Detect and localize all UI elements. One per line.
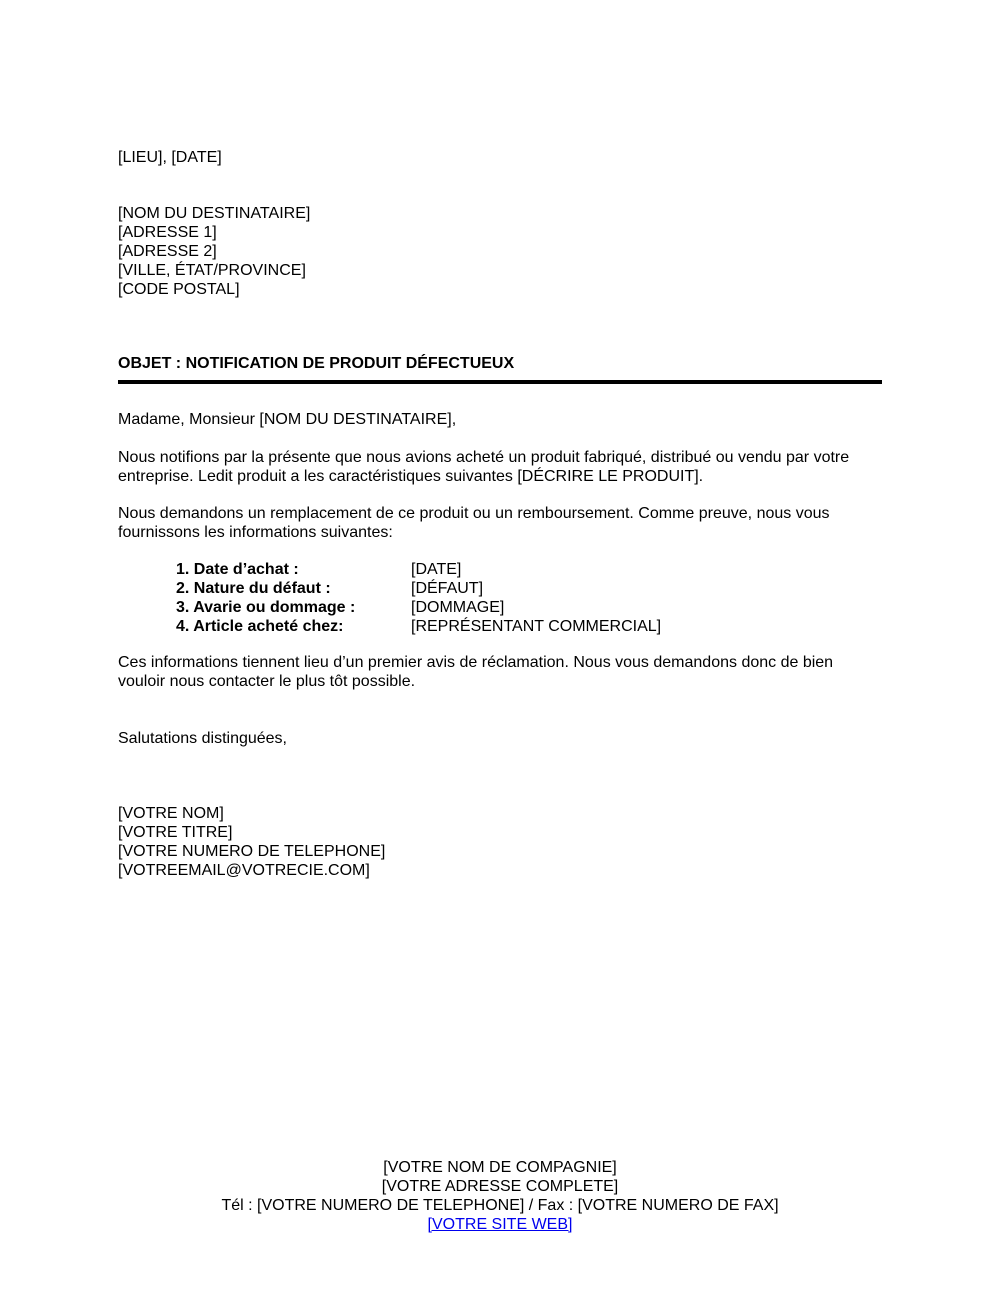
sender-name: [VOTRE NOM] xyxy=(118,805,224,822)
footer-contact: Tél : [VOTRE NUMERO DE TELEPHONE] / Fax : [VOTRE NUMERO DE FAX] xyxy=(221,1197,779,1214)
recipient-address-block xyxy=(118,204,310,299)
footer-address: [VOTRE ADRESSE COMPLETE] xyxy=(381,1178,619,1195)
closing: Salutations distinguées, xyxy=(118,730,287,747)
paragraph-line: entreprise. Ledit produit a les caractéristiques suivantes [DÉCRIRE LE PRODUIT]. xyxy=(118,468,704,485)
paragraph-line: Ces informations tiennent lieu d’un premier avis de réclamation. Nous vous demandons donc de bien xyxy=(118,654,834,671)
signature-block xyxy=(118,804,385,880)
detail-label: 1. Date d’achat : xyxy=(176,561,299,578)
paragraph-line: vouloir nous contacter le plus tôt possible. xyxy=(118,673,416,690)
paragraph-line: fournissons les informations suivantes: xyxy=(118,524,393,541)
letter-footer xyxy=(0,1158,1000,1234)
detail-row-purchased-from xyxy=(176,617,661,636)
detail-row-purchase-date xyxy=(176,560,661,579)
detail-value: [DOMMAGE] xyxy=(411,599,505,616)
paragraph-line: Nous demandons un remplacement de ce produit ou un remboursement. Comme preuve, nous vous xyxy=(118,505,830,522)
sender-title: [VOTRE TITRE] xyxy=(118,824,233,841)
detail-label: 4. Article acheté chez: xyxy=(176,618,344,635)
paragraph-line: Nous notifions par la présente que nous avions acheté un produit fabriqué, distribué ou vendu par votre xyxy=(118,449,850,466)
place-date: [LIEU], [DATE] xyxy=(118,149,222,166)
footer-company: [VOTRE NOM DE COMPAGNIE] xyxy=(383,1159,617,1176)
detail-row-defect-nature xyxy=(176,579,661,598)
sender-phone: [VOTRE NUMERO DE TELEPHONE] xyxy=(118,843,386,860)
subject-line: OBJET : NOTIFICATION DE PRODUIT DÉFECTUEUX xyxy=(118,355,515,372)
footer-website-link[interactable]: [VOTRE SITE WEB] xyxy=(427,1216,573,1233)
details-list xyxy=(176,560,661,636)
detail-label: 2. Nature du défaut : xyxy=(176,580,331,597)
subject-divider xyxy=(118,380,882,384)
detail-label: 3. Avarie ou dommage : xyxy=(176,599,356,616)
detail-value: [DÉFAUT] xyxy=(411,580,484,597)
paragraph-replacement-request xyxy=(118,504,882,542)
recipient-name: [NOM DU DESTINATAIRE] xyxy=(118,205,311,222)
recipient-city-state: [VILLE, ÉTAT/PROVINCE] xyxy=(118,262,306,279)
salutation: Madame, Monsieur [NOM DU DESTINATAIRE], xyxy=(118,411,457,428)
detail-value: [DATE] xyxy=(411,561,462,578)
sender-email: [VOTREEMAIL@VOTRECIE.COM] xyxy=(118,862,370,879)
detail-row-damage xyxy=(176,598,661,617)
recipient-postal-code: [CODE POSTAL] xyxy=(118,281,240,298)
paragraph-product-notice xyxy=(118,448,882,486)
recipient-address-2: [ADRESSE 2] xyxy=(118,243,217,260)
recipient-address-1: [ADRESSE 1] xyxy=(118,224,217,241)
detail-value: [REPRÉSENTANT COMMERCIAL] xyxy=(411,618,662,635)
paragraph-claim-notice xyxy=(118,653,882,691)
